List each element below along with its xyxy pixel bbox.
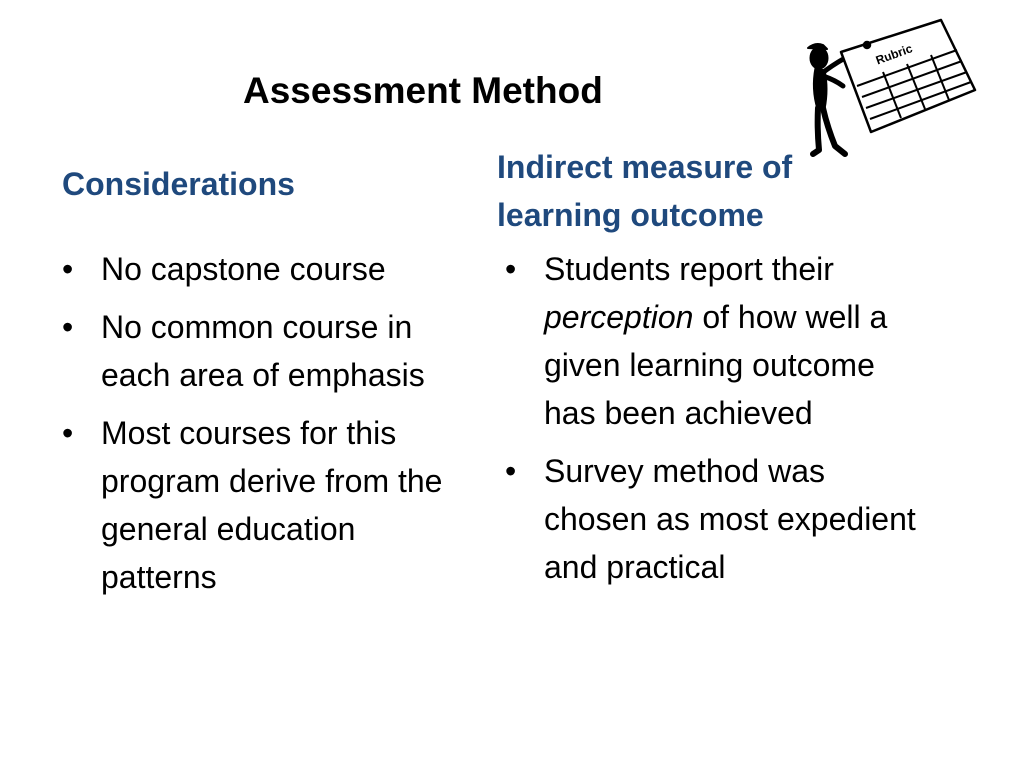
bullet-text-before: Students report their	[544, 251, 834, 287]
considerations-list	[62, 245, 462, 611]
slide-title: Assessment Method	[243, 70, 603, 111]
bullet-text-after: of how well a given learning outcome has been achieved	[544, 299, 888, 431]
considerations-heading: Considerations	[62, 166, 295, 202]
indirect-measure-heading: Indirect measure of learning outcome	[497, 149, 793, 233]
list-item-students-report	[505, 245, 925, 437]
list-item-gen-ed-patterns: • Most courses for this program derive from the general education patterns	[62, 409, 462, 601]
indirect-measure-list	[505, 245, 925, 601]
list-item-no-capstone: • No capstone course	[62, 245, 462, 293]
rubric-sign	[841, 20, 975, 132]
bullet-text-emphasis: perception	[544, 299, 694, 335]
rubric-sign-label: Rubric	[873, 41, 915, 68]
rubric-figure-icon	[805, 14, 980, 162]
list-item-survey-method: • Survey method was chosen as most expedient and practical	[505, 447, 925, 591]
list-item-no-common-course: • No common course in each area of emphasis	[62, 303, 462, 399]
stick-figure	[808, 44, 845, 154]
